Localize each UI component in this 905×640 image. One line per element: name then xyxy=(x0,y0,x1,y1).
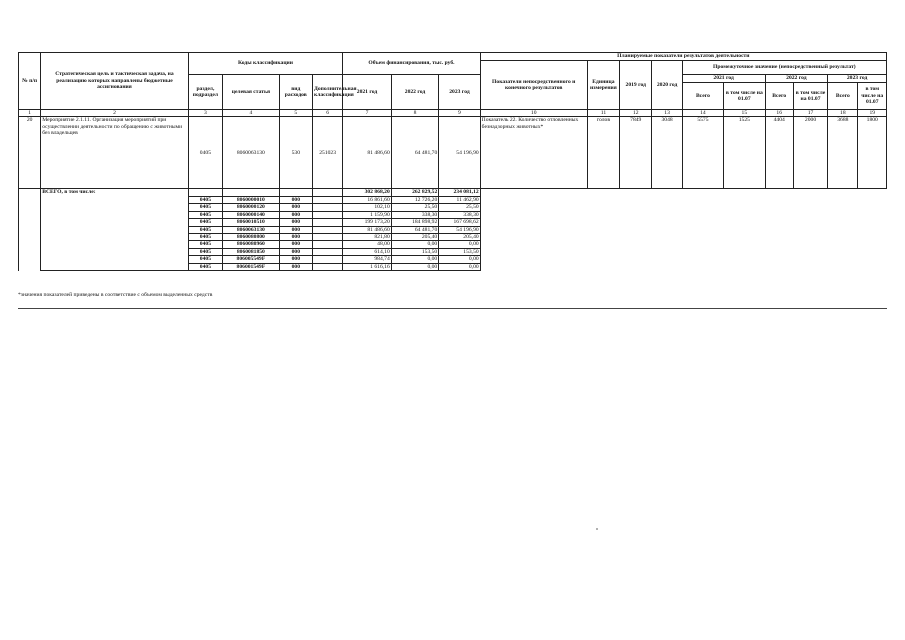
totals-target: 8060000120 xyxy=(223,204,280,211)
totals-target: 8060000140 xyxy=(223,211,280,218)
row-vid: 530 xyxy=(279,117,312,189)
row-razdel: 0405 xyxy=(188,117,222,189)
header-2023-total: Всего xyxy=(828,83,858,110)
totals-razdel: 0405 xyxy=(188,196,222,203)
col-number: 6 xyxy=(312,110,342,117)
totals-target: 8060010510 xyxy=(223,219,280,226)
totals-fin-2023: 25,50 xyxy=(439,204,480,211)
totals-vid: 000 xyxy=(279,256,312,263)
header-2021-total: Всего xyxy=(682,83,723,110)
totals-vid: 000 xyxy=(279,263,312,270)
header-fin-2021: 2021 год xyxy=(343,75,391,110)
row-indicator: Показатель 22. Количество отловленных безнадзорных животных* xyxy=(480,117,587,189)
header-int-2021: 2021 год xyxy=(682,75,765,83)
totals-fin-2022: 12 726,20 xyxy=(391,196,438,203)
totals-vid: 000 xyxy=(279,219,312,226)
totals-fin-2021: 199 173,20 xyxy=(343,219,391,226)
header-int-2023: 2023 год xyxy=(828,75,887,83)
header-2022-incl: в том числе на 01.07 xyxy=(793,83,827,110)
totals-fin-2023: 54 196,90 xyxy=(439,226,480,233)
totals-target: 8060080800 xyxy=(223,233,280,240)
row-2021-total: 5575 xyxy=(682,117,723,189)
activity-row xyxy=(19,117,887,189)
totals-fin-2022: 153,50 xyxy=(391,248,438,255)
header-planned: Планируемые показатели результатов деятельности xyxy=(480,53,886,61)
row-2023-incl: 1800 xyxy=(858,117,887,189)
totals-fin-2021: 81 486,60 xyxy=(343,226,391,233)
totals-fin-2022: 205,40 xyxy=(391,233,438,240)
totals-fin-2023: 0,00 xyxy=(439,241,480,248)
col-number: 1 xyxy=(19,110,41,117)
header-2019: 2019 год xyxy=(620,61,652,110)
row-fin-2021: 81 486,60 xyxy=(343,117,391,189)
totals-sum-row xyxy=(19,189,887,196)
col-number: 15 xyxy=(724,110,765,117)
col-number: 4 xyxy=(223,110,280,117)
totals-target: 8060081850 xyxy=(223,248,280,255)
bottom-rule xyxy=(18,308,887,309)
totals-razdel: 0405 xyxy=(188,219,222,226)
totals-razdel: 0405 xyxy=(188,233,222,240)
header-2022-total: Всего xyxy=(765,83,793,110)
row-fin-2023: 54 196,90 xyxy=(439,117,480,189)
col-number: 2 xyxy=(41,110,189,117)
header-goal: Стратегическая цель и тактическая задача, на реализацию которых направлены бюджетные ассигнования xyxy=(41,53,189,110)
header-target: целевая статья xyxy=(223,75,280,110)
totals-vid: 000 xyxy=(279,211,312,218)
totals-target: 806005549F xyxy=(223,256,280,263)
totals-fin-2022: 0,00 xyxy=(391,263,438,270)
row-2021-incl: 1525 xyxy=(724,117,765,189)
header-razdel: раздел, подраздел xyxy=(188,75,222,110)
totals-fin-2022: 0,00 xyxy=(391,256,438,263)
totals-target: 8060063130 xyxy=(223,226,280,233)
col-number: 14 xyxy=(682,110,723,117)
budget-table xyxy=(18,52,887,271)
col-number: 8 xyxy=(391,110,438,117)
totals-fin-2023: 167 698,62 xyxy=(439,219,480,226)
row-2019: 7849 xyxy=(620,117,652,189)
col-number: 9 xyxy=(439,110,480,117)
col-number: 11 xyxy=(587,110,619,117)
col-number: 7 xyxy=(343,110,391,117)
totals-razdel: 0405 xyxy=(188,226,222,233)
totals-fin-2021: 821,80 xyxy=(343,233,391,240)
row-2020: 3048 xyxy=(652,117,682,189)
totals-sum-2022: 262 829,52 xyxy=(391,189,438,196)
totals-fin-2022: 64 481,70 xyxy=(391,226,438,233)
col-number: 18 xyxy=(828,110,858,117)
col-number: 19 xyxy=(858,110,887,117)
col-number: 16 xyxy=(765,110,793,117)
totals-fin-2021: 102,10 xyxy=(343,204,391,211)
row-number: 20 xyxy=(19,117,41,189)
totals-fin-2021: 614,10 xyxy=(343,248,391,255)
totals-vid: 000 xyxy=(279,226,312,233)
totals-vid: 000 xyxy=(279,233,312,240)
header-codes: Коды классификации xyxy=(188,53,343,75)
totals-fin-2023: 11 462,90 xyxy=(439,196,480,203)
totals-fin-2021: 1 159,90 xyxy=(343,211,391,218)
totals-razdel: 0405 xyxy=(188,256,222,263)
totals-vid: 000 xyxy=(279,196,312,203)
totals-fin-2023: 153,50 xyxy=(439,248,480,255)
header-indicators: Показатели непосредственного и конечного результатов xyxy=(480,61,587,110)
row-dop: 251023 xyxy=(312,117,342,189)
header-2021-incl: в том числе на 01.07 xyxy=(724,83,765,110)
footnote: *значения показателей приведены в соответствие с объемом выделенных средств xyxy=(18,292,213,298)
totals-sum-2021: 302 868,20 xyxy=(343,189,391,196)
header-2020: 2020 год xyxy=(652,61,682,110)
col-number: 5 xyxy=(279,110,312,117)
header-fin-2023: 2023 год xyxy=(439,75,480,110)
totals-label: ВСЕГО, в том числе: xyxy=(41,189,189,271)
col-number: 17 xyxy=(793,110,827,117)
header-intermediate: Промежуточное значение (непосредственный результат) xyxy=(682,61,886,75)
totals-fin-2022: 338,30 xyxy=(391,211,438,218)
row-2022-total: 4404 xyxy=(765,117,793,189)
col-number: 3 xyxy=(188,110,222,117)
row-2022-incl: 2000 xyxy=(793,117,827,189)
totals-target: 8060080960 xyxy=(223,241,280,248)
totals-target: 8060000010 xyxy=(223,196,280,203)
totals-razdel: 0405 xyxy=(188,263,222,270)
totals-target: 806001549F xyxy=(223,263,280,270)
totals-fin-2023: 0,00 xyxy=(439,263,480,270)
header-finance: Объем финансирования, тыс. руб. xyxy=(343,53,480,75)
totals-razdel: 0405 xyxy=(188,204,222,211)
row-fin-2022: 64 481,70 xyxy=(391,117,438,189)
header-vid: вид расходов xyxy=(279,75,312,110)
totals-razdel: 0405 xyxy=(188,241,222,248)
column-number-row xyxy=(19,110,887,117)
totals-vid: 000 xyxy=(279,204,312,211)
totals-fin-2021: 1 616,16 xyxy=(343,263,391,270)
header-unit: Единица измерения xyxy=(587,61,619,110)
totals-fin-2023: 205,40 xyxy=(439,233,480,240)
col-number: 10 xyxy=(480,110,587,117)
budget-table-sheet xyxy=(18,52,887,271)
header-fin-2022: 2022 год xyxy=(391,75,438,110)
scan-speck xyxy=(596,528,598,530)
totals-fin-2022: 184 898,92 xyxy=(391,219,438,226)
totals-fin-2022: 25,50 xyxy=(391,204,438,211)
col-number: 13 xyxy=(652,110,682,117)
totals-fin-2021: 16 861,60 xyxy=(343,196,391,203)
row-target: 8060063130 xyxy=(223,117,280,189)
totals-fin-2023: 338,30 xyxy=(439,211,480,218)
header-num: № п/п xyxy=(19,53,41,110)
header-dop: Дополнительная классификация xyxy=(312,75,342,110)
header-2023-incl: в том числе на 01.07 xyxy=(858,83,887,110)
col-number: 12 xyxy=(620,110,652,117)
totals-vid: 000 xyxy=(279,241,312,248)
totals-razdel: 0405 xyxy=(188,211,222,218)
totals-fin-2022: 0,00 xyxy=(391,241,438,248)
row-unit: голов xyxy=(587,117,619,189)
totals-sum-2023: 234 081,12 xyxy=(439,189,480,196)
row-2023-total: 3688 xyxy=(828,117,858,189)
totals-fin-2021: 48,00 xyxy=(343,241,391,248)
row-goal: Мероприятие 2.1.11. Организация мероприятий при осуществлении деятельности по обращению с животными без владельцев xyxy=(41,117,189,189)
totals-fin-2021: 984,74 xyxy=(343,256,391,263)
header-int-2022: 2022 год xyxy=(765,75,828,83)
totals-vid: 000 xyxy=(279,248,312,255)
totals-razdel: 0405 xyxy=(188,248,222,255)
totals-fin-2023: 0,00 xyxy=(439,256,480,263)
